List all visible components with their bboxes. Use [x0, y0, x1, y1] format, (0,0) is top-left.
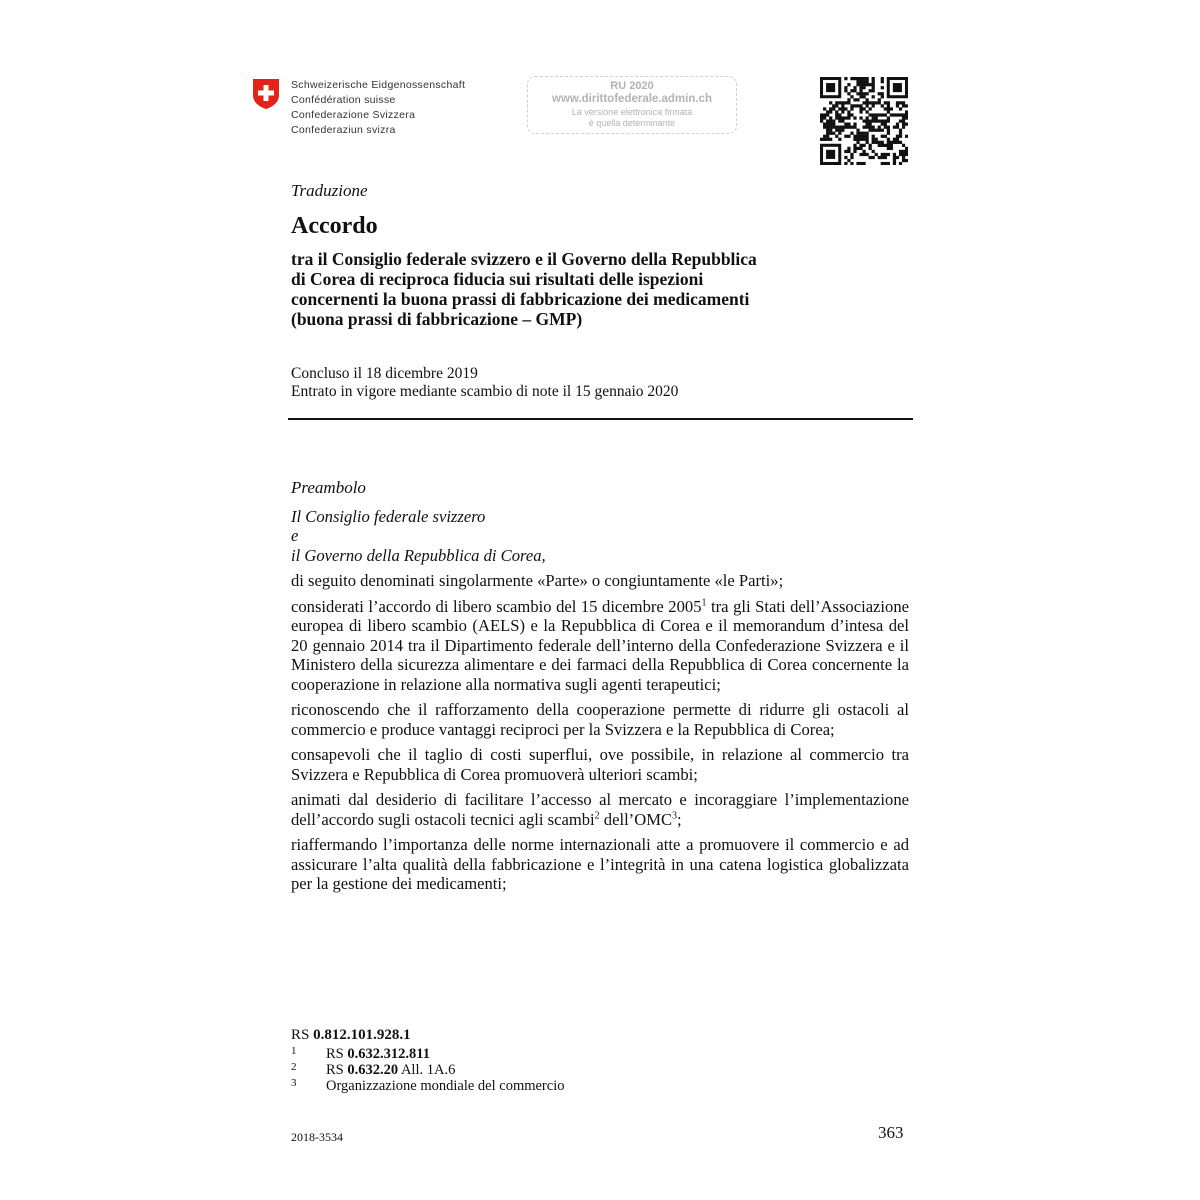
footnote-number: 3	[291, 1077, 297, 1089]
document-number: 2018-3534	[291, 1130, 343, 1144]
rs-number: RS 0.812.101.928.1	[291, 1027, 411, 1043]
preamble-paragraph: animati dal desiderio di facilitare l’accesso al mercato e incoraggiare l’implementazione dell’accordo sugli ostacoli tecnici agli scambi$^2$ dell’OMC$^3$;	[291, 790, 909, 829]
preamble-paragraph: consapevoli che il taglio di costi superflui, ove possibile, in relazione al commercio tra Svizzera e Repubblica di Corea promuoverà ulteriori scambi;	[291, 745, 909, 784]
subtitle-line: concernenti la buona prassi di fabbricazione dei medicamenti	[291, 289, 750, 309]
header-divider	[288, 418, 913, 420]
stamp-collection: RU 2020	[610, 80, 654, 92]
footnote-ref-2[interactable]: 2	[594, 809, 600, 821]
stamp-note-1: La versione elettronica firmata	[571, 107, 693, 117]
stamp-url[interactable]: www.dirittofederale.admin.ch	[552, 93, 712, 105]
party-korea: il Governo della Repubblica di Corea,	[291, 545, 546, 565]
footnote-number: 2	[291, 1061, 297, 1073]
party-conjunction: e	[291, 526, 299, 545]
qr-code-icon	[820, 77, 908, 165]
preamble-section	[291, 478, 909, 894]
footnote-ref-1[interactable]: 1	[701, 596, 707, 608]
document-dates	[291, 365, 678, 401]
preamble-paragraph: riaffermando l’importanza delle norme internazionali atte a promuovere il commercio e ad assicurare l’alta qualità della fabbricazione e l’integrità in una catena logistica globalizzata per la gestione dei medicamenti;	[291, 835, 909, 893]
entry-into-force: Entrato in vigore mediante scambio di note il 15 gennaio 2020	[291, 383, 679, 400]
federal-name-it: Confederazione Svizzera	[291, 109, 416, 121]
preamble-paragraph: riconoscendo che il rafforzamento della cooperazione permette di ridurre gli ostacoli al commercio e produce vantaggi reciproci per la Svizzera e la Repubblica di Corea;	[291, 700, 909, 739]
official-stamp	[527, 76, 737, 134]
subtitle-line: (buona prassi di fabbricazione – GMP)	[291, 309, 583, 329]
document-title: Accordo	[291, 213, 378, 239]
footnote-number: 1	[291, 1045, 297, 1057]
stamp-note-2: è quella determinante	[588, 118, 676, 128]
concluded-date: Concluso il 18 dicembre 2019	[291, 365, 478, 382]
federal-name-fr: Confédération suisse	[291, 94, 396, 106]
subtitle-line: di Corea di reciproca fiducia sui risultati delle ispezioni	[291, 269, 704, 289]
preamble-heading: Preambolo	[291, 478, 366, 497]
page-number: 363	[878, 1123, 904, 1142]
party-switzerland: Il Consiglio federale svizzero	[291, 506, 486, 526]
federal-name-de: Schweizerische Eidgenossenschaft	[291, 79, 466, 91]
document-subtitle	[291, 249, 871, 329]
translation-label: Traduzione	[291, 181, 368, 200]
federal-name-rm: Confederaziun svizra	[291, 124, 396, 136]
footnote-ref-3[interactable]: 3	[672, 809, 678, 821]
swiss-cross-icon	[252, 78, 280, 110]
federal-names	[291, 78, 465, 138]
preamble-paragraph: considerati l’accordo di libero scambio del 15 dicembre 2005$^1$ tra gli Stati dell’Associazione europea di libero scambio (AELS) e la Repubblica di Corea e il memorandum d’intesa del 20 gennaio 2014 tra il Dipartimento federale dell’interno della Confederazione Svizzera e il Ministero della sicurezza alimentare e dei farmaci della Repubblica di Corea concernente la cooperazione in relazione alla normativa sugli agenti terapeutici;	[291, 596, 909, 694]
subtitle-line: tra il Consiglio federale svizzero e il Governo della Repubblica	[291, 249, 757, 269]
preamble-paragraph: di seguito denominati singolarmente «Parte» o congiuntamente «le Parti»;	[291, 571, 784, 590]
